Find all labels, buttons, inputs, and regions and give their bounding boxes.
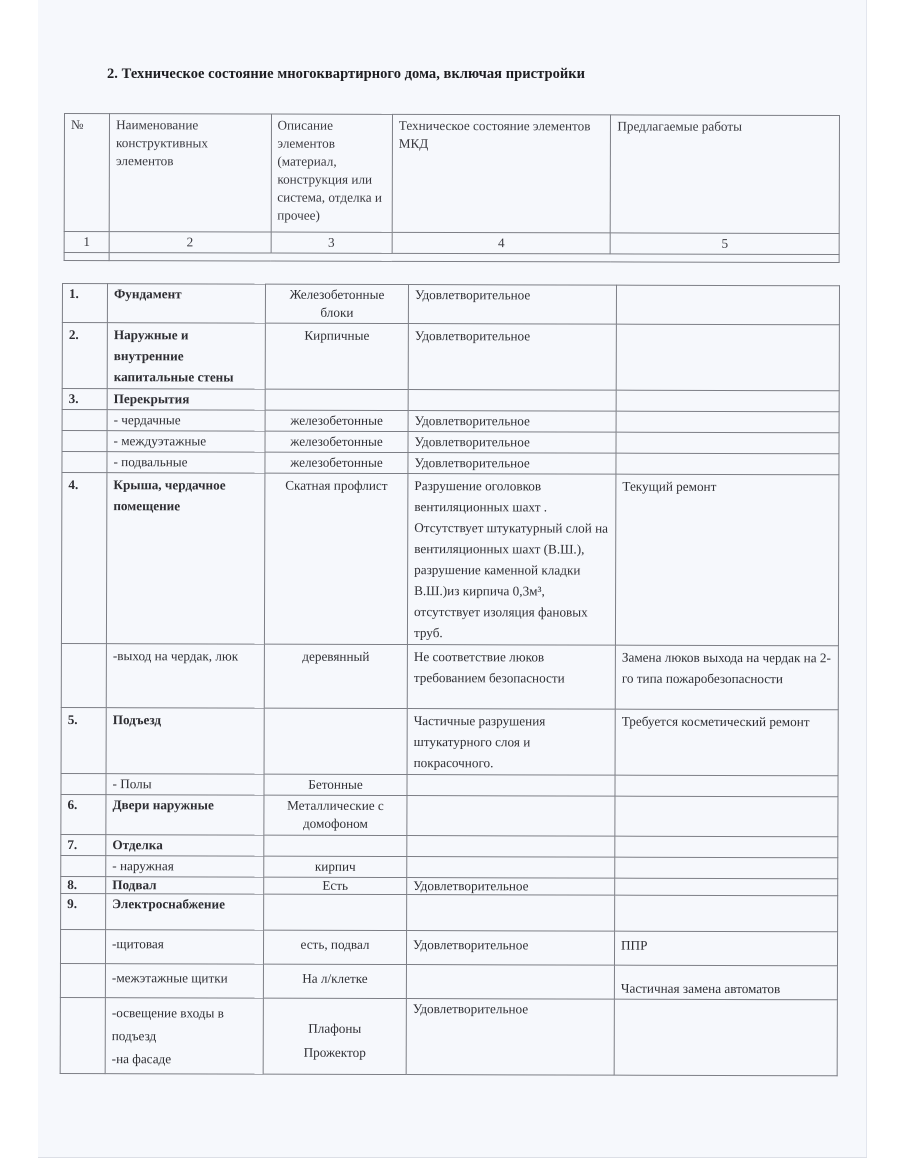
table-row — [60, 997, 837, 1075]
table-row — [62, 410, 839, 433]
element-name: Крыша, чердачное помещение — [106, 473, 265, 644]
element-name: -межэтажные щитки — [105, 964, 263, 998]
table-row — [61, 773, 838, 796]
spacer-cell — [109, 253, 839, 263]
element-state: Удовлетворительное — [408, 324, 616, 391]
element-name: -щитовая — [105, 930, 263, 964]
row-number: 4. — [61, 473, 107, 644]
table-row — [62, 284, 839, 325]
element-works — [615, 857, 838, 879]
element-name: Двери наружные — [106, 795, 264, 835]
table-row — [60, 929, 837, 965]
table-row — [61, 794, 838, 836]
element-state: Разрушение оголовков вентиляционных шахт . Отсутствует штукатурный слой на вентиляционных шахт (В.Ш.), разрушение каменной кладки В.Ш.)из кирпича 0,3м³, отсутствует изоляция фановых труб. — [407, 474, 616, 646]
page-edge — [38, 1157, 867, 1158]
element-works — [615, 836, 838, 858]
element-state: Удовлетворительное — [406, 931, 614, 966]
row-number — [60, 997, 105, 1073]
element-name: - наружная — [106, 856, 264, 877]
element-works: Требуется косметический ремонт — [615, 709, 838, 776]
table-row — [62, 389, 839, 412]
row-number: 2. — [62, 323, 107, 389]
element-works — [616, 453, 839, 475]
element-material — [264, 894, 407, 930]
element-name: - чердачные — [107, 410, 265, 431]
table-row — [60, 963, 837, 999]
element-material-line: Плафоны — [308, 1020, 362, 1036]
element-name: Фундамент — [107, 284, 265, 323]
element-state: Удовлетворительное — [406, 999, 614, 1076]
elements-table — [60, 283, 840, 1076]
element-state — [407, 857, 615, 879]
header-col-number: № — [64, 114, 109, 232]
header-col-works: Предлагаемые работы — [611, 115, 840, 234]
element-material: Бетонные — [264, 774, 407, 795]
element-material — [263, 998, 406, 1074]
element-material: есть, подвал — [263, 930, 406, 964]
element-material: Железобетонные блоки — [265, 284, 408, 323]
table-row — [61, 707, 838, 775]
page-title: 2. Техническое состояние многоквартирного дома, включая пристройки — [107, 66, 586, 82]
row-number — [60, 963, 105, 997]
element-material: Кирпичные — [265, 323, 408, 389]
element-material: На л/клетке — [263, 964, 406, 998]
element-material-line: Прожектор — [303, 1044, 366, 1060]
header-col-state: Техническое состояние элементов МКД — [392, 114, 611, 233]
element-name: - Полы — [106, 774, 264, 795]
element-state — [407, 775, 615, 797]
element-name: Наружные и внутренние капитальные стены — [107, 323, 265, 389]
row-number — [61, 773, 106, 794]
element-material: железобетонные — [265, 452, 408, 473]
element-state — [407, 895, 615, 932]
element-name-line: подъезд — [111, 1028, 157, 1044]
element-name: Электроснабжение — [106, 894, 264, 930]
row-number: 9. — [61, 893, 106, 929]
table-row — [61, 643, 838, 709]
element-works — [615, 796, 838, 837]
element-state: Удовлетворительное — [408, 453, 616, 475]
element-material: Есть — [264, 877, 407, 894]
table-row — [62, 452, 839, 475]
element-works — [614, 999, 837, 1076]
table-row — [61, 855, 838, 878]
table-row — [61, 834, 838, 857]
element-state: Удовлетворительное — [408, 411, 616, 433]
column-number-3: 3 — [271, 232, 392, 253]
element-state — [408, 390, 616, 412]
element-works — [616, 390, 839, 412]
row-number: 5. — [61, 707, 106, 773]
header-col-name: Наименование конструктивных элементов — [109, 114, 271, 232]
element-name-line: -на фасаде — [111, 1051, 172, 1067]
element-material — [265, 389, 408, 410]
element-state: Удовлетворительное — [408, 285, 616, 325]
element-name-line: -освещение входы в — [111, 1005, 224, 1021]
column-number-1: 1 — [64, 232, 109, 253]
column-number-4: 4 — [392, 232, 611, 254]
row-number: 7. — [61, 834, 106, 855]
table-row — [61, 473, 839, 646]
row-number: 8. — [61, 876, 106, 893]
element-material: деревянный — [264, 644, 407, 708]
header-col-description: Описание элементов (материал, конструкция или система, отделка и прочее) — [271, 114, 393, 232]
element-material: Скатная профлист — [264, 473, 408, 644]
element-state — [407, 836, 615, 858]
column-number-5: 5 — [611, 233, 840, 255]
column-number-2: 2 — [109, 232, 270, 253]
element-material — [264, 835, 407, 856]
row-number — [60, 929, 105, 963]
element-works: Замена люков выхода на чердак на 2-го типа пожаробезопасности — [615, 645, 838, 710]
element-works: Текущий ремонт — [615, 474, 839, 646]
row-number — [61, 855, 106, 876]
row-number: 6. — [61, 794, 106, 834]
row-number — [62, 431, 107, 452]
table-row — [61, 893, 838, 931]
element-works — [616, 432, 839, 454]
table-row — [62, 431, 839, 454]
element-works — [615, 878, 838, 896]
element-state — [407, 796, 615, 837]
element-material: кирпич — [264, 856, 407, 877]
element-state: Частичные разрушения штукатурного слоя и покрасочного. — [407, 709, 615, 776]
row-number: 3. — [62, 389, 107, 410]
element-works — [615, 895, 838, 932]
spacer-cell — [64, 253, 109, 261]
row-number — [62, 452, 107, 473]
element-name: Подъезд — [106, 708, 264, 774]
element-works: ППР — [614, 931, 837, 966]
element-state: Удовлетворительное — [408, 432, 616, 454]
element-material: железобетонные — [265, 410, 408, 431]
element-material: железобетонные — [265, 431, 408, 452]
element-state — [406, 965, 614, 1000]
element-name: Подвал — [106, 877, 264, 894]
element-name: - подвальные — [107, 452, 265, 473]
element-name: - междуэтажные — [107, 431, 265, 452]
element-works — [616, 285, 839, 325]
element-material: Металлические с домофоном — [264, 795, 407, 835]
element-name: Перекрытия — [107, 389, 265, 410]
element-state: Удовлетворительное — [407, 878, 615, 896]
element-material — [264, 708, 407, 774]
table-row — [62, 323, 839, 391]
element-name: Отделка — [106, 835, 264, 856]
element-name — [105, 998, 263, 1074]
row-number — [62, 410, 107, 431]
element-name: -выход на чердак, люк — [106, 644, 264, 708]
row-number — [61, 643, 106, 707]
element-state: Не соответствие люков требованием безопасности — [407, 645, 615, 710]
header-table — [64, 113, 840, 263]
element-works — [616, 324, 839, 391]
element-works — [616, 411, 839, 433]
element-works — [615, 775, 838, 797]
row-number: 1. — [62, 284, 107, 323]
element-works: Частичная замена автоматов — [614, 965, 837, 1000]
